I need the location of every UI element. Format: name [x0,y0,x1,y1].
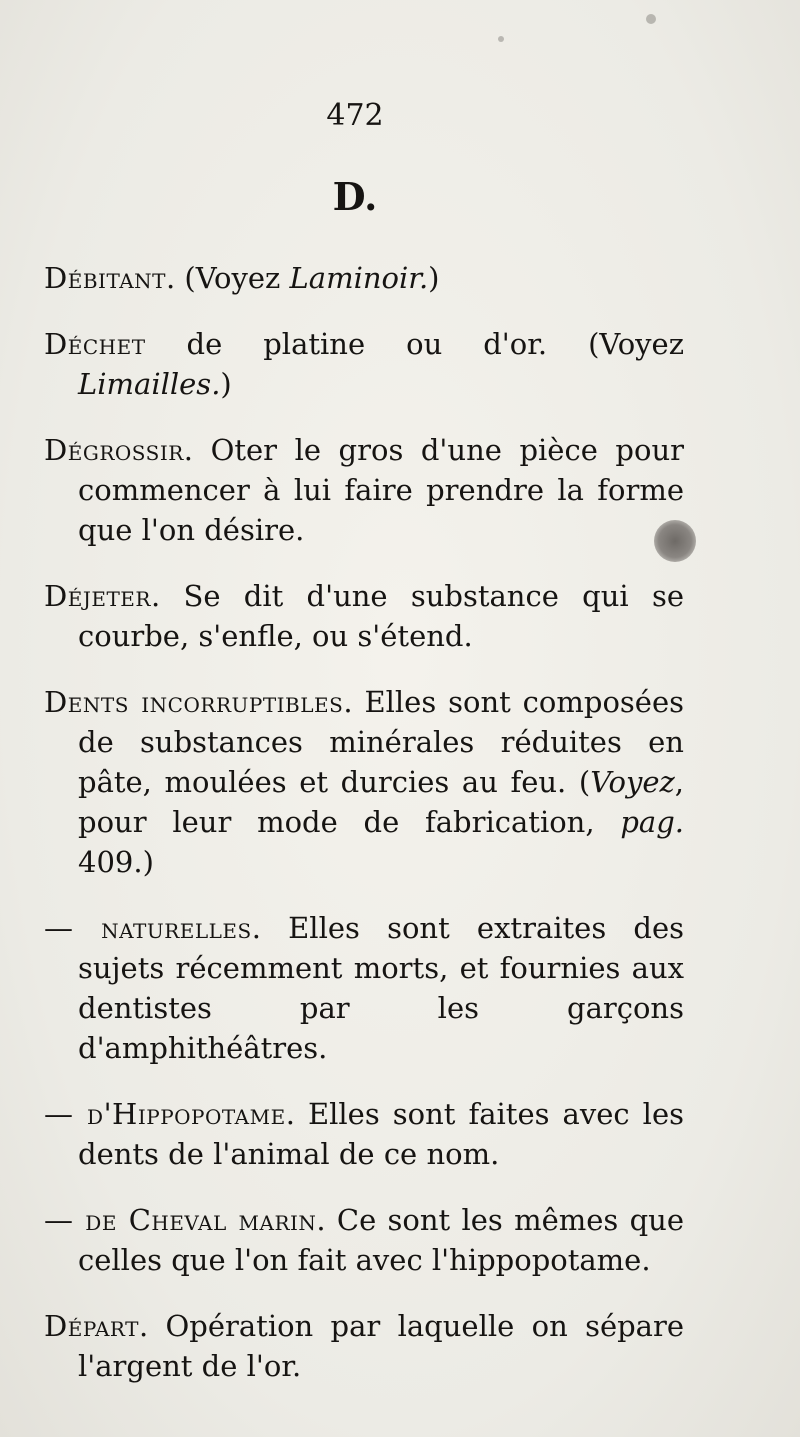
entry-text: . Elles sont extraites des sujets récemment morts, et fournies aux dentistes par les garçons d'amphithéâtres. [78,911,684,1065]
entry-text: 409.) [78,845,154,879]
paper-speck [646,14,656,24]
entry-text: . (Voyez [165,261,290,295]
glossary-entry [44,576,684,656]
page-number: 472 [326,98,384,133]
entry-italic-text: Voyez [590,765,675,799]
entry-text: . Elles sont composées de substances minérales réduites en pâte, moulées et durcies au feu. ( [78,685,684,799]
glossary-entries [44,258,684,1412]
entry-text: . Se dit d'une substance qui se courbe, s'enfle, ou s'étend. [78,579,684,653]
entry-term: — de Cheval marin [44,1203,317,1237]
entry-text: . Opération par laquelle on sépare l'argent de l'or. [78,1309,684,1383]
entry-text: ) [220,367,232,401]
glossary-entry [44,258,684,298]
glossary-entry [44,324,684,404]
entry-term: Débitant [44,261,166,295]
glossary-entry [44,1200,684,1280]
entry-italic-text: Laminoir. [289,261,429,295]
glossary-entry [44,682,684,882]
entry-italic-text: Limailles. [78,367,221,401]
section-heading: D. [332,174,378,219]
entry-term: Dégrossir [44,433,184,467]
ink-smudge [654,520,696,562]
entry-text: de platine ou d'or. (Voyez [145,327,684,361]
entry-text: , pour leur mode de fabrication, [78,765,684,839]
entry-term: Déchet [44,327,146,361]
entry-term: Déjeter [44,579,151,613]
entry-term: — d'Hippopotame [44,1097,286,1131]
entry-term: — naturelles [44,911,252,945]
glossary-entry [44,1094,684,1174]
entry-text: . Ce sont les mêmes que celles que l'on fait avec l'hippopotame. [78,1203,684,1277]
entry-text: . Elles sont faites avec les dents de l'animal de ce nom. [78,1097,684,1171]
entry-term: Départ [44,1309,139,1343]
glossary-entry [44,1306,684,1386]
entry-text: . Oter le gros d'une pièce pour commencer à lui faire prendre la forme que l'on désire. [78,433,684,547]
glossary-entry [44,908,684,1068]
entry-term: Dents incorruptibles [44,685,344,719]
paper-speck [498,36,504,42]
entry-text: ) [428,261,440,295]
entry-italic-text: pag. [620,805,684,839]
glossary-entry [44,430,684,550]
